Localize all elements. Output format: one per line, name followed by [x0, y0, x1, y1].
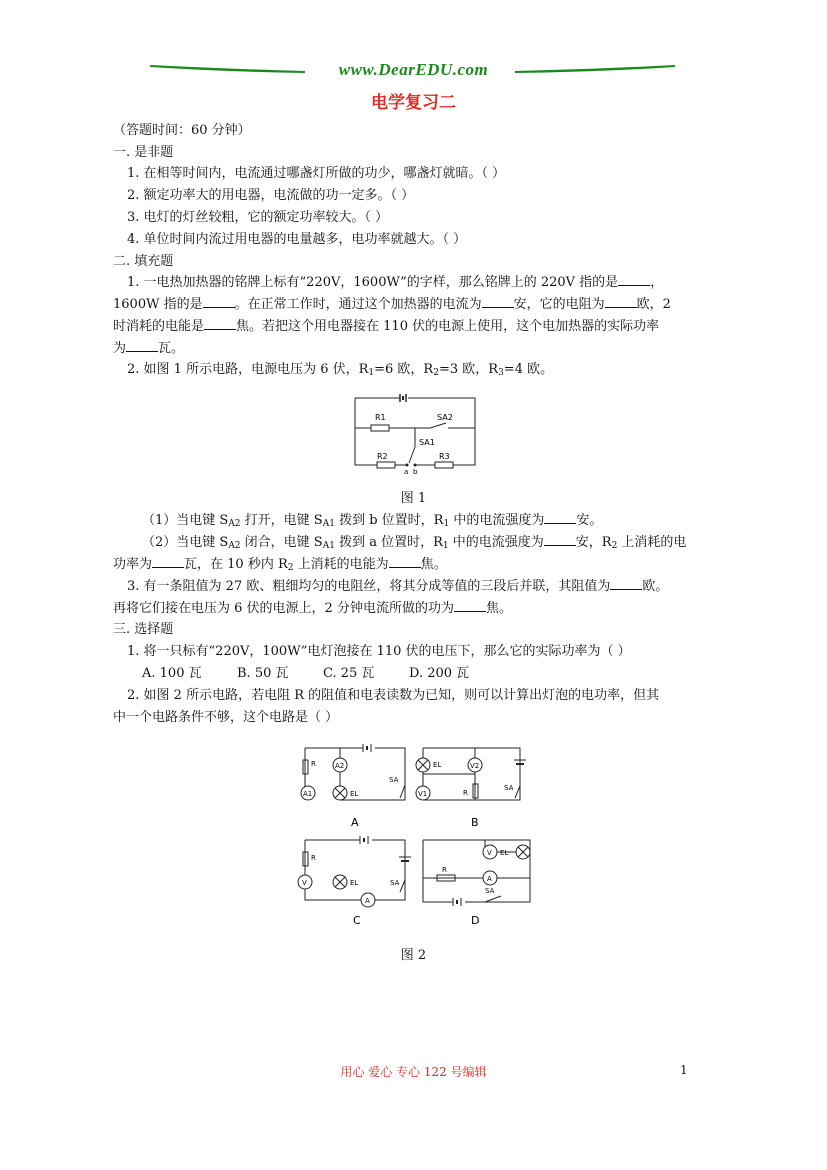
s1-item-4: 4. 单位时间内流过用电器的电量越多，电功率就越大。（ ）: [127, 232, 467, 247]
footer-text: 用心 爱心 专心 122 号编辑: [340, 1065, 487, 1079]
s2-q1-line1: 1. 一电热加热器的铭牌上标有“220V，1600W”的字样，那么铭牌上的 220V 指的是 ，: [127, 275, 664, 290]
figA-label-sa: SA: [389, 776, 399, 784]
figC-caption: C: [353, 914, 361, 927]
option-c: C. 25 瓦: [323, 666, 375, 681]
figA-caption: A: [351, 816, 359, 829]
figA-label-a2: A2: [335, 762, 345, 770]
figure-2-caption: 图 2: [400, 948, 427, 963]
figD-label-sa: SA: [485, 887, 495, 895]
figure-1-circuit: [345, 393, 485, 475]
s2-q1-line4: 为 瓦。: [113, 341, 185, 356]
figB-caption: B: [471, 816, 479, 829]
figA-label-r: R: [311, 760, 316, 768]
figB-label-v2: V2: [470, 762, 480, 770]
figD-label-r: R: [442, 866, 447, 874]
figC-label-el: EL: [350, 879, 359, 887]
s2-q2-part2-cont: 功率为 瓦，在 10 秒内 $R_2$ 上消耗的电能为 焦。: [113, 557, 447, 573]
fig1-label-b: b: [413, 468, 418, 475]
figC-label-v: V: [302, 879, 307, 887]
section2-heading: 二. 填充题: [113, 254, 174, 269]
page-title: 电学复习二: [371, 93, 456, 113]
option-b: B. 50 瓦: [237, 666, 289, 681]
s1-item-3: 3. 电灯的灯丝较粗，它的额定功率较大。（ ）: [127, 210, 389, 225]
s3-q2-line2: 中一个电路条件不够，这个电路是（ ）: [113, 710, 339, 725]
figC-label-a: A: [365, 897, 370, 905]
figD-label-a: A: [487, 875, 492, 883]
s3-q1-options: [142, 664, 752, 684]
s2-q1-line3: 时消耗的电能是 焦。若把这个用电器接在 110 伏的电源上使用，这个电加热器的实际功率: [113, 319, 660, 334]
fig1-label-r2: R2: [377, 452, 388, 461]
figD-caption: D: [471, 914, 480, 927]
fig1-label-a: a: [404, 468, 409, 475]
figB-label-v1: V1: [418, 790, 428, 798]
site-logo[interactable]: www.DearEDU.com: [338, 60, 489, 79]
s2-q2-part1: （1）当电键 $S_{A2}$ 打开，电键 $S_{A1}$ 拨到 b 位置时，$R_1$ 中的电流强度为 安。: [142, 513, 603, 529]
figB-label-r: R: [463, 789, 468, 797]
exam-time: （答题时间：60 分钟）: [113, 123, 251, 138]
fig1-label-r1: R1: [375, 413, 386, 422]
figC-label-r: R: [311, 854, 316, 862]
page-number: 1: [680, 1063, 688, 1077]
section1-heading: 一. 是非题: [113, 145, 174, 160]
figB-label-sa: SA: [504, 784, 514, 792]
figure-2-circuits: [295, 740, 540, 930]
figC-label-sa: SA: [390, 879, 400, 887]
figD-label-el: EL: [500, 849, 509, 857]
s3-q2-line1: 2. 如图 2 所示电路，若电阻 R 的阻值和电表读数为已知，则可以计算出灯泡的电功率，但其: [127, 688, 660, 703]
figure-1-caption: 图 1: [400, 491, 427, 506]
fig1-label-sa2: SA2: [437, 413, 453, 422]
s2-q2-part2: （2）当电键 $S_{A2}$ 闭合，电键 $S_{A1}$ 拨到 a 位置时，$R_1$ 中的电流强度为 安，$R_2$ 上消耗的电: [142, 535, 687, 551]
figA-label-el: EL: [350, 790, 359, 798]
figD-label-v: V: [487, 849, 492, 857]
s1-item-1: 1. 在相等时间内，电流通过哪盏灯所做的功少，哪盏灯就暗。（ ）: [127, 166, 506, 181]
figB-label-el: EL: [433, 761, 442, 769]
s1-item-2: 2. 额定功率大的用电器，电流做的功一定多。（ ）: [127, 188, 415, 203]
section3-heading: 三. 选择题: [113, 622, 174, 637]
s2-q3-line2: 再将它们接在电压为 6 伏的电源上，2 分钟电流所做的功为 焦。: [113, 601, 512, 616]
fig1-label-sa1: SA1: [419, 438, 435, 447]
s3-q1: 1. 将一只标有“220V，100W”电灯泡接在 110 伏的电压下，那么它的实际功率为（ ）: [127, 644, 631, 659]
figA-label-a1: A1: [303, 790, 313, 798]
s2-q1-line2: 1600W 指的是 。在正常工作时，通过这个加热器的电流为 安，它的电阻为 欧，2: [113, 297, 671, 312]
option-a: A. 100 瓦: [142, 666, 202, 681]
fig1-label-r3: R3: [439, 452, 450, 461]
s2-q2-intro: 2. 如图 1 所示电路，电源电压为 6 伏，$R_1=6$ 欧，$R_2=3$ 欧，$R_3=4$ 欧。: [127, 362, 554, 378]
option-d: D. 200 瓦: [409, 666, 470, 681]
s2-q3-line1: 3. 有一条阻值为 27 欧、粗细均匀的电阻丝，将其分成等值的三段后并联，其阻值为 欧。: [127, 579, 669, 594]
